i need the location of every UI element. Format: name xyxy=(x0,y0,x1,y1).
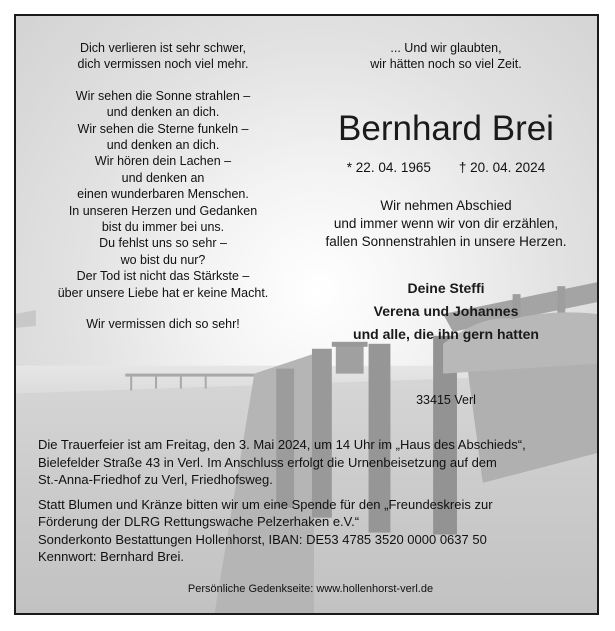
poem-stanza-1 xyxy=(28,40,298,73)
poem-line: bist du immer bei uns. xyxy=(101,220,225,235)
donation-line: Kennwort: Bernhard Brei. xyxy=(38,549,184,564)
farewell-line: fallen Sonnenstrahlen in unsere Herzen. xyxy=(325,234,567,249)
poem-line: Wir sehen die Sonne strahlen – xyxy=(75,88,251,103)
poem-stanza-3 xyxy=(28,316,298,332)
farewell-line: Wir nehmen Abschied xyxy=(380,198,512,213)
poem-line: Wir sehen die Sterne funkeln – xyxy=(77,121,249,136)
poem-line: und denken an dich. xyxy=(106,105,220,120)
quote-line: wir hätten noch so viel Zeit. xyxy=(370,57,522,72)
poem-line: Der Tod ist nicht das Stärkste – xyxy=(76,269,250,284)
obituary-frame xyxy=(14,14,599,615)
farewell-text xyxy=(286,197,599,251)
quote xyxy=(316,40,576,73)
poem-line: einen wunderbaren Menschen. xyxy=(77,187,249,202)
poem-line: Wir vermissen dich so sehr! xyxy=(86,317,240,332)
quote-line: ... Und wir glaubten, xyxy=(390,41,502,55)
memorial-page-link: Persönliche Gedenkseite: www.hollenhorst-verl.de xyxy=(187,583,434,595)
life-dates xyxy=(306,160,586,176)
ceremony-paragraph xyxy=(38,436,583,489)
mourner-line: Deine Steffi xyxy=(407,280,485,296)
poem-line: In unseren Herzen und Gedanken xyxy=(68,203,258,218)
ceremony-line: St.-Anna-Friedhof zu Verl, Friedhofsweg. xyxy=(38,472,273,487)
mourners xyxy=(306,277,586,346)
ceremony-line: Bielefelder Straße 43 in Verl. Im Anschluss erfolgt die Urnenbeisetzung auf dem xyxy=(38,454,497,470)
ceremony-line: Die Trauerfeier ist am Freitag, den 3. Mai 2024, um 14 Uhr im „Haus des Abschieds“, xyxy=(38,437,526,452)
poem-line: und denken an dich. xyxy=(106,138,220,153)
deceased-name: Bernhard Brei xyxy=(338,109,554,148)
donation-line: Statt Blumen und Kränze bitten wir um eine Spende für den „Freundeskreis zur xyxy=(38,496,493,512)
poem-line: über unsere Liebe hat er keine Macht. xyxy=(57,285,269,300)
poem-line: Wir hören dein Lachen – xyxy=(94,154,232,169)
mourner-line: Verena und Johannes xyxy=(373,303,519,319)
donation-line: Sonderkonto Bestattungen Hollenhorst, IBAN: DE53 4785 3520 0000 0637 50 xyxy=(38,531,487,547)
poem-line: und denken an xyxy=(121,170,205,185)
birth-date: * 22. 04. 1965 xyxy=(346,160,431,175)
poem-stanza-2 xyxy=(28,88,298,301)
place: 33415 Verl xyxy=(416,393,476,407)
donation-paragraph xyxy=(38,496,583,566)
death-date: † 20. 04. 2024 xyxy=(458,160,546,175)
donation-line: Förderung der DLRG Rettungswache Pelzerhaken e.V.“ xyxy=(38,514,360,529)
farewell-line: und immer wenn wir von dir erzählen, xyxy=(333,216,559,231)
poem-line: Du fehlst uns so sehr – xyxy=(99,236,227,251)
service-info xyxy=(38,436,583,573)
poem-line: wo bist du nur? xyxy=(120,252,206,267)
poem-line: Dich verlieren ist sehr schwer, xyxy=(79,41,247,55)
poem-line: dich vermissen noch viel mehr. xyxy=(77,57,249,72)
mourner-line: und alle, die ihn gern hatten xyxy=(353,326,539,342)
poem xyxy=(28,40,298,348)
